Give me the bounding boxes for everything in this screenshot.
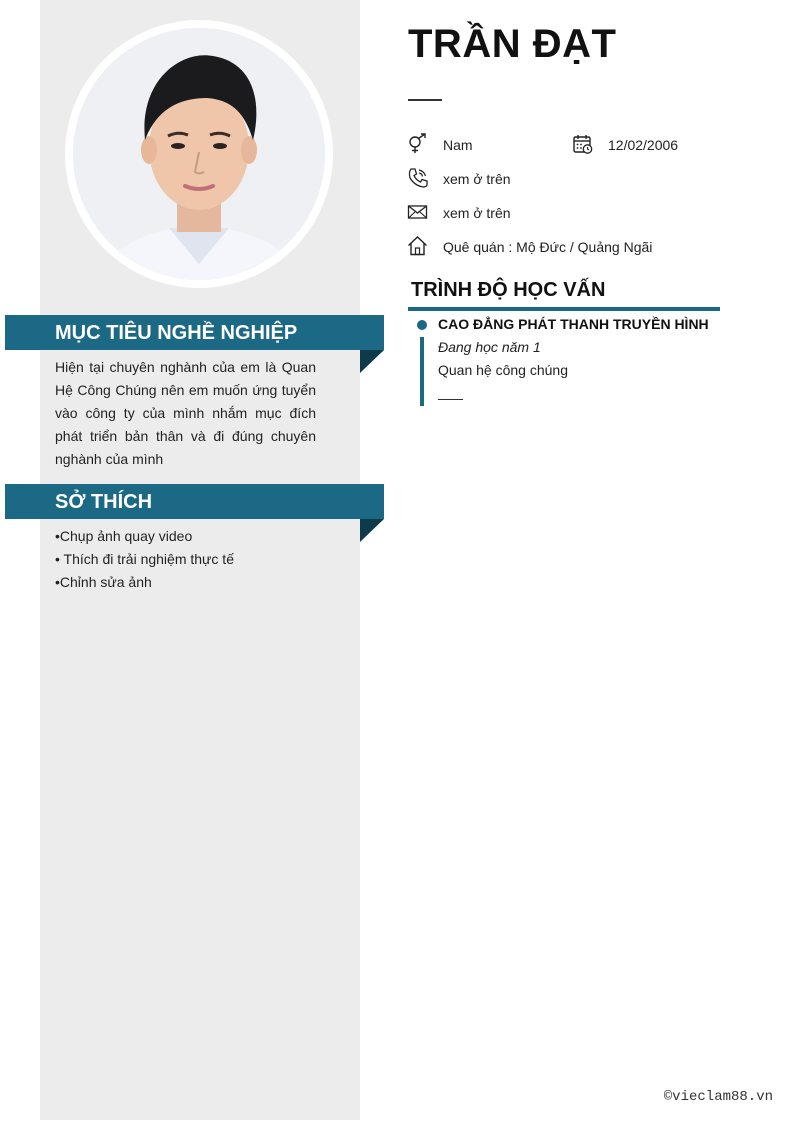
portrait-photo	[73, 28, 325, 280]
hobby-item: •Chụp ảnh quay video	[55, 528, 193, 544]
hometown-value: Quê quán : Mộ Đức / Quảng Ngãi	[443, 239, 653, 255]
hobbies-heading: SỞ THÍCH	[5, 484, 384, 519]
candidate-name: TRẦN ĐẠT	[408, 22, 617, 66]
name-divider	[408, 99, 442, 101]
education-status: Đang học năm 1	[438, 339, 541, 355]
watermark: ©vieclam88.vn	[663, 1089, 773, 1105]
birthdate-value: 12/02/2006	[608, 137, 679, 153]
phone-icon	[407, 167, 429, 189]
home-icon	[407, 235, 429, 257]
gender-value: Nam	[443, 137, 473, 153]
envelope-icon	[407, 201, 429, 223]
objective-ribbon-fold	[360, 350, 384, 373]
education-entry-divider	[438, 399, 463, 400]
hobby-item: • Thích đi trải nghiệm thực tế	[55, 551, 234, 567]
education-divider	[408, 307, 720, 311]
objective-text: Hiện tại chuyên nghành của em là Quan Hệ Công Chúng nên em muốn ứng tuyển vào công ty của mình nhắm mục đích phát triển bản thân và đi đúng chuyên nghành của mình	[55, 359, 316, 467]
objective-heading: MỤC TIÊU NGHỀ NGHIỆP	[5, 315, 384, 350]
education-heading: TRÌNH ĐỘ HỌC VẤN	[411, 279, 606, 301]
education-school: CAO ĐẲNG PHÁT THANH TRUYỀN HÌNH	[438, 316, 709, 332]
hobbies-ribbon-fold	[360, 519, 384, 542]
avatar	[65, 20, 333, 288]
hobby-list	[55, 525, 234, 594]
phone-value: xem ở trên	[443, 171, 511, 187]
gender-icon	[407, 133, 429, 155]
hobby-item: •Chỉnh sửa ảnh	[55, 574, 152, 590]
timeline-dot	[417, 320, 427, 330]
timeline-bar	[420, 337, 424, 406]
education-major: Quan hệ công chúng	[438, 362, 568, 378]
calendar-icon	[572, 133, 594, 155]
email-value: xem ở trên	[443, 205, 511, 221]
